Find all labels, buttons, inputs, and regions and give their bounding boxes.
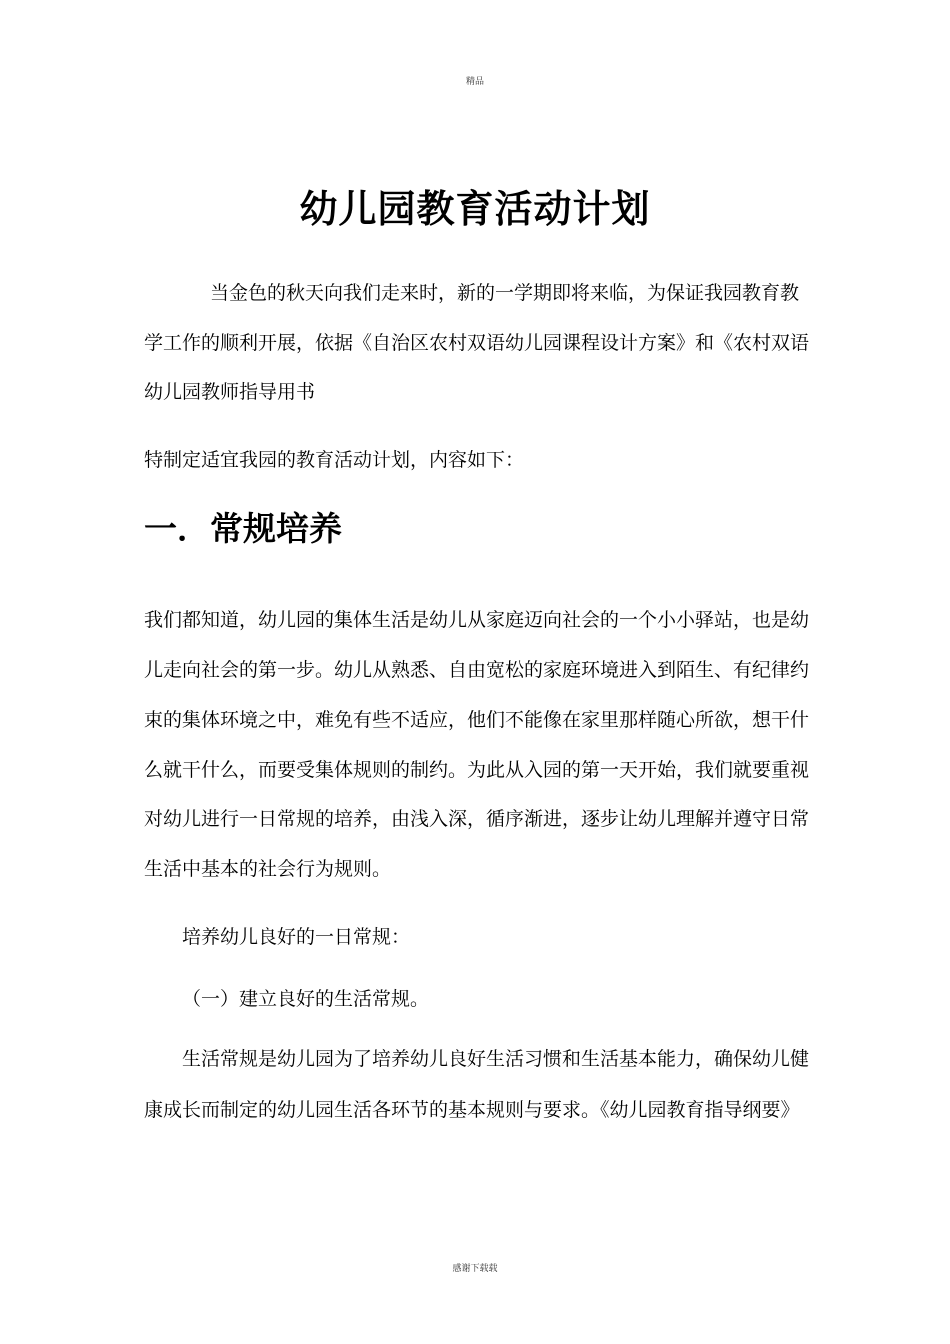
document-title: 幼儿园教育活动计划 bbox=[299, 187, 651, 231]
section1-para-line-4: 么就干什么，而要受集体规则的制约。为此从入园的第一天开始，我们就要重视 bbox=[144, 759, 810, 781]
subsection-para-line-2: 康成长而制定的幼儿园生活各环节的基本规则与要求。《幼儿园教育指导纲要》 bbox=[144, 1099, 800, 1121]
intro-line-3: 幼儿园教师指导用书 bbox=[144, 381, 316, 403]
section-heading-1: 一．常规培养 bbox=[144, 509, 342, 548]
subsection-heading-1: （一）建立良好的生活常规。 bbox=[182, 988, 430, 1010]
section1-para-line-3: 束的集体环境之中，难免有些不适应，他们不能像在家里那样随心所欲，想干什 bbox=[144, 709, 810, 731]
intro-closing: 特制定适宜我园的教育活动计划，内容如下： bbox=[144, 449, 525, 471]
intro-line-1: 当金色的秋天向我们走来时，新的一学期即将来临，为保证我园教育教 bbox=[210, 282, 800, 304]
section1-para-line-6: 生活中基本的社会行为规则。 bbox=[144, 858, 392, 880]
header-watermark: 精品 bbox=[465, 77, 484, 87]
section1-para-line-5: 对幼儿进行一日常规的培养，由浅入深，循序渐进，逐步让幼儿理解并遵守日常 bbox=[144, 808, 810, 830]
section1-para-line-2: 儿走向社会的第一步。幼儿从熟悉、自由宽松的家庭环境进入到陌生、有纪律约 bbox=[144, 659, 810, 681]
footer-watermark: 感谢下载载 bbox=[452, 1264, 498, 1274]
intro-line-2: 学工作的顺利开展，依据《自治区农村双语幼儿园课程设计方案》和《农村双语 bbox=[144, 332, 810, 354]
subsection-para-line-1: 生活常规是幼儿园为了培养幼儿良好生活习惯和生活基本能力，确保幼儿健 bbox=[182, 1048, 810, 1070]
section1-para-line-1: 我们都知道，幼儿园的集体生活是幼儿从家庭迈向社会的一个小小驿站，也是幼 bbox=[144, 609, 810, 631]
routine-intro: 培养幼儿良好的一日常规： bbox=[182, 926, 411, 948]
